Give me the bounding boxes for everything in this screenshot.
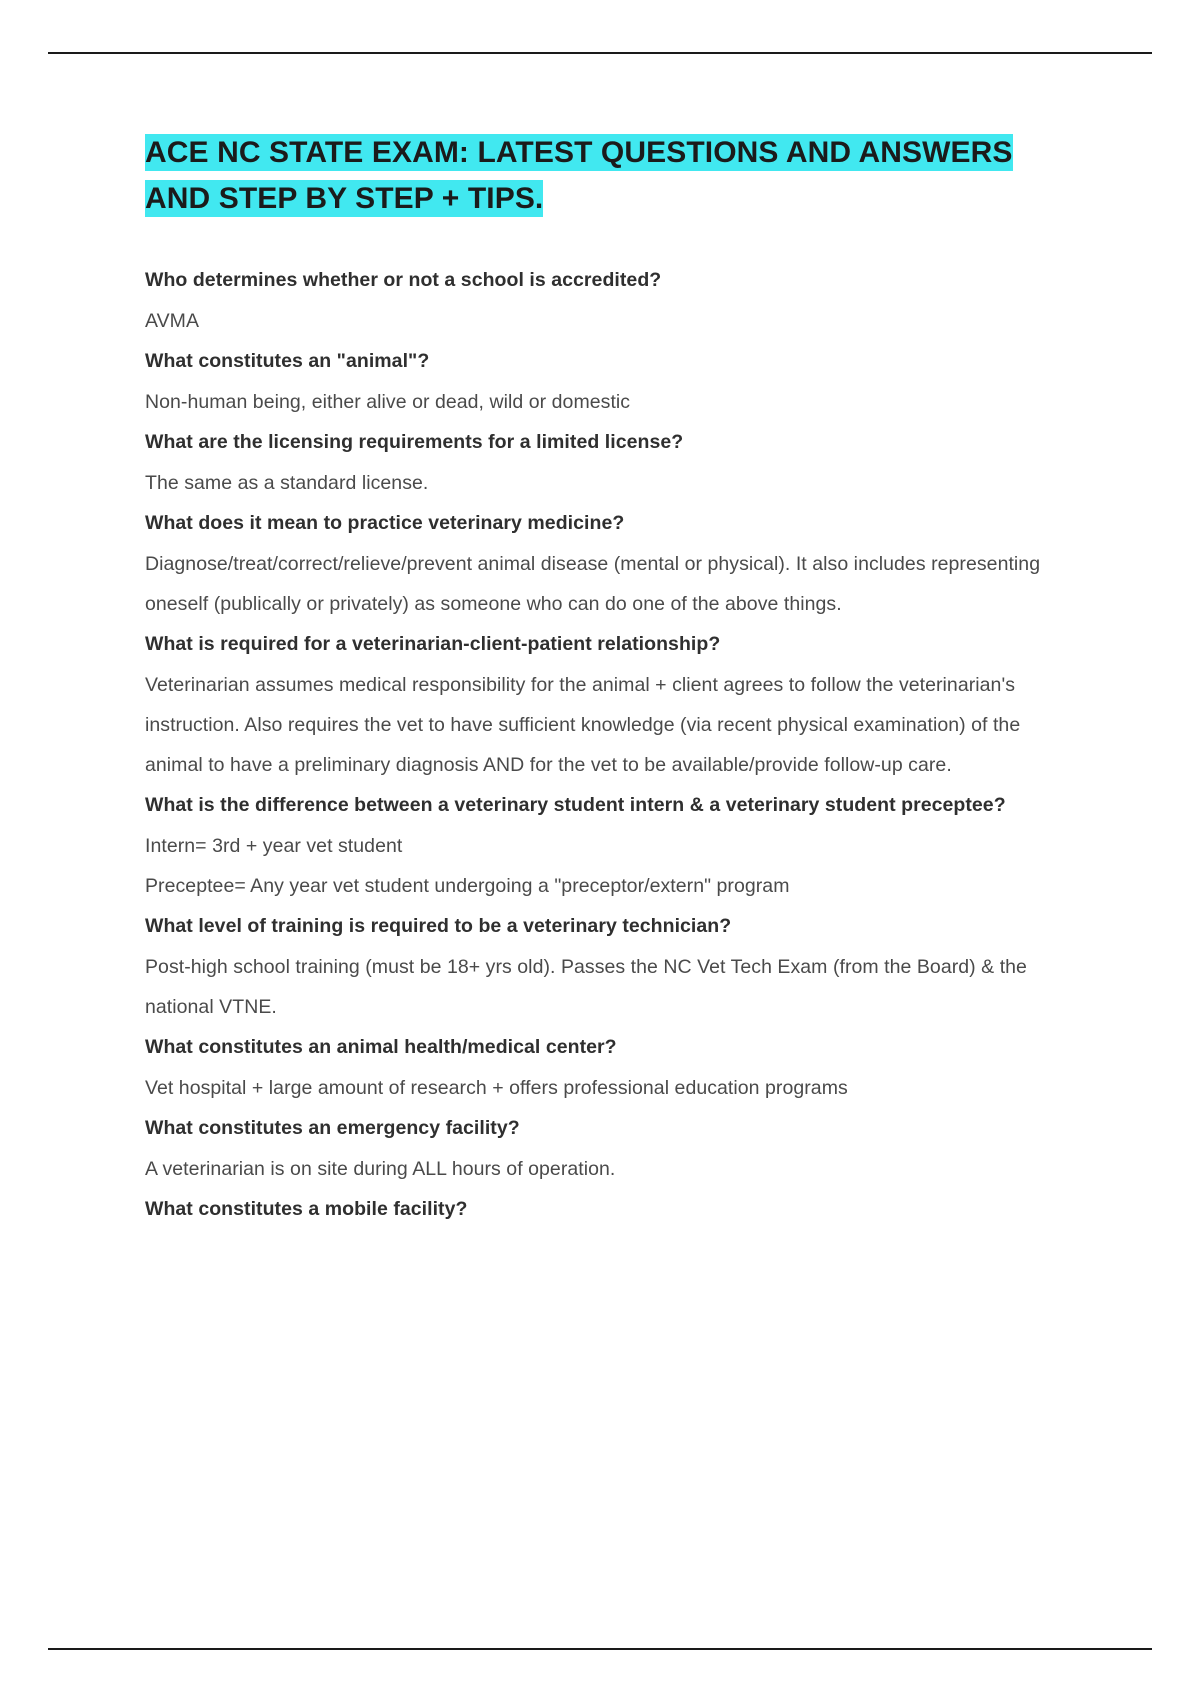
qa-answer: The same as a standard license.	[145, 472, 429, 494]
qa-answer: A veterinarian is on site during ALL hours of operation.	[145, 1158, 616, 1180]
footer-divider	[48, 1648, 1152, 1650]
qa-question: What does it mean to practice veterinary medicine?	[145, 512, 625, 534]
page-title	[145, 130, 1075, 222]
qa-block	[145, 1189, 1075, 1230]
qa-list	[145, 260, 1075, 1230]
qa-question: What constitutes a mobile facility?	[145, 1198, 468, 1220]
page-title-line-2: AND STEP BY STEP + TIPS.	[145, 182, 544, 215]
qa-answer: Veterinarian assumes medical responsibility for the animal + client agrees to follow the veterinarian's instruction. Also requires the vet to have sufficient knowledge (via recent physical examination) of the animal to have a preliminary diagnosis AND for the vet to be available/provide follow-up care.	[145, 674, 1021, 776]
qa-question: Who determines whether or not a school is accredited?	[145, 269, 662, 291]
qa-block	[145, 1108, 1075, 1189]
qa-block	[145, 906, 1075, 1027]
qa-block	[145, 422, 1075, 503]
qa-answer: AVMA	[145, 310, 200, 332]
qa-question: What is required for a veterinarian-client-patient relationship?	[145, 633, 721, 655]
header-divider	[48, 52, 1152, 54]
qa-block	[145, 624, 1075, 785]
qa-question: What is the difference between a veterinary student intern & a veterinary student preceptee?	[145, 794, 1006, 816]
qa-answer: Non-human being, either alive or dead, wild or domestic	[145, 391, 631, 413]
qa-answer: Post-high school training (must be 18+ yrs old). Passes the NC Vet Tech Exam (from the Board) & the national VTNE.	[145, 956, 1027, 1018]
qa-block	[145, 341, 1075, 422]
page-title-line-1: ACE NC STATE EXAM: LATEST QUESTIONS AND ANSWERS	[145, 136, 1013, 169]
qa-block	[145, 260, 1075, 341]
qa-block	[145, 503, 1075, 624]
qa-answer: Intern= 3rd + year vet student	[145, 835, 403, 857]
document-content	[145, 130, 1075, 1230]
qa-answer: Preceptee= Any year vet student undergoing a "preceptor/extern" program	[145, 875, 790, 897]
qa-block	[145, 1027, 1075, 1108]
qa-answer: Diagnose/treat/correct/relieve/prevent animal disease (mental or physical). It also includes representing oneself (publically or privately) as someone who can do one of the above things.	[145, 553, 1041, 615]
qa-question: What constitutes an "animal"?	[145, 350, 430, 372]
qa-question: What constitutes an emergency facility?	[145, 1117, 520, 1139]
qa-block	[145, 785, 1075, 906]
qa-question: What are the licensing requirements for a limited license?	[145, 431, 684, 453]
qa-question: What level of training is required to be a veterinary technician?	[145, 915, 732, 937]
qa-question: What constitutes an animal health/medical center?	[145, 1036, 617, 1058]
qa-answer: Vet hospital + large amount of research + offers professional education programs	[145, 1077, 848, 1099]
